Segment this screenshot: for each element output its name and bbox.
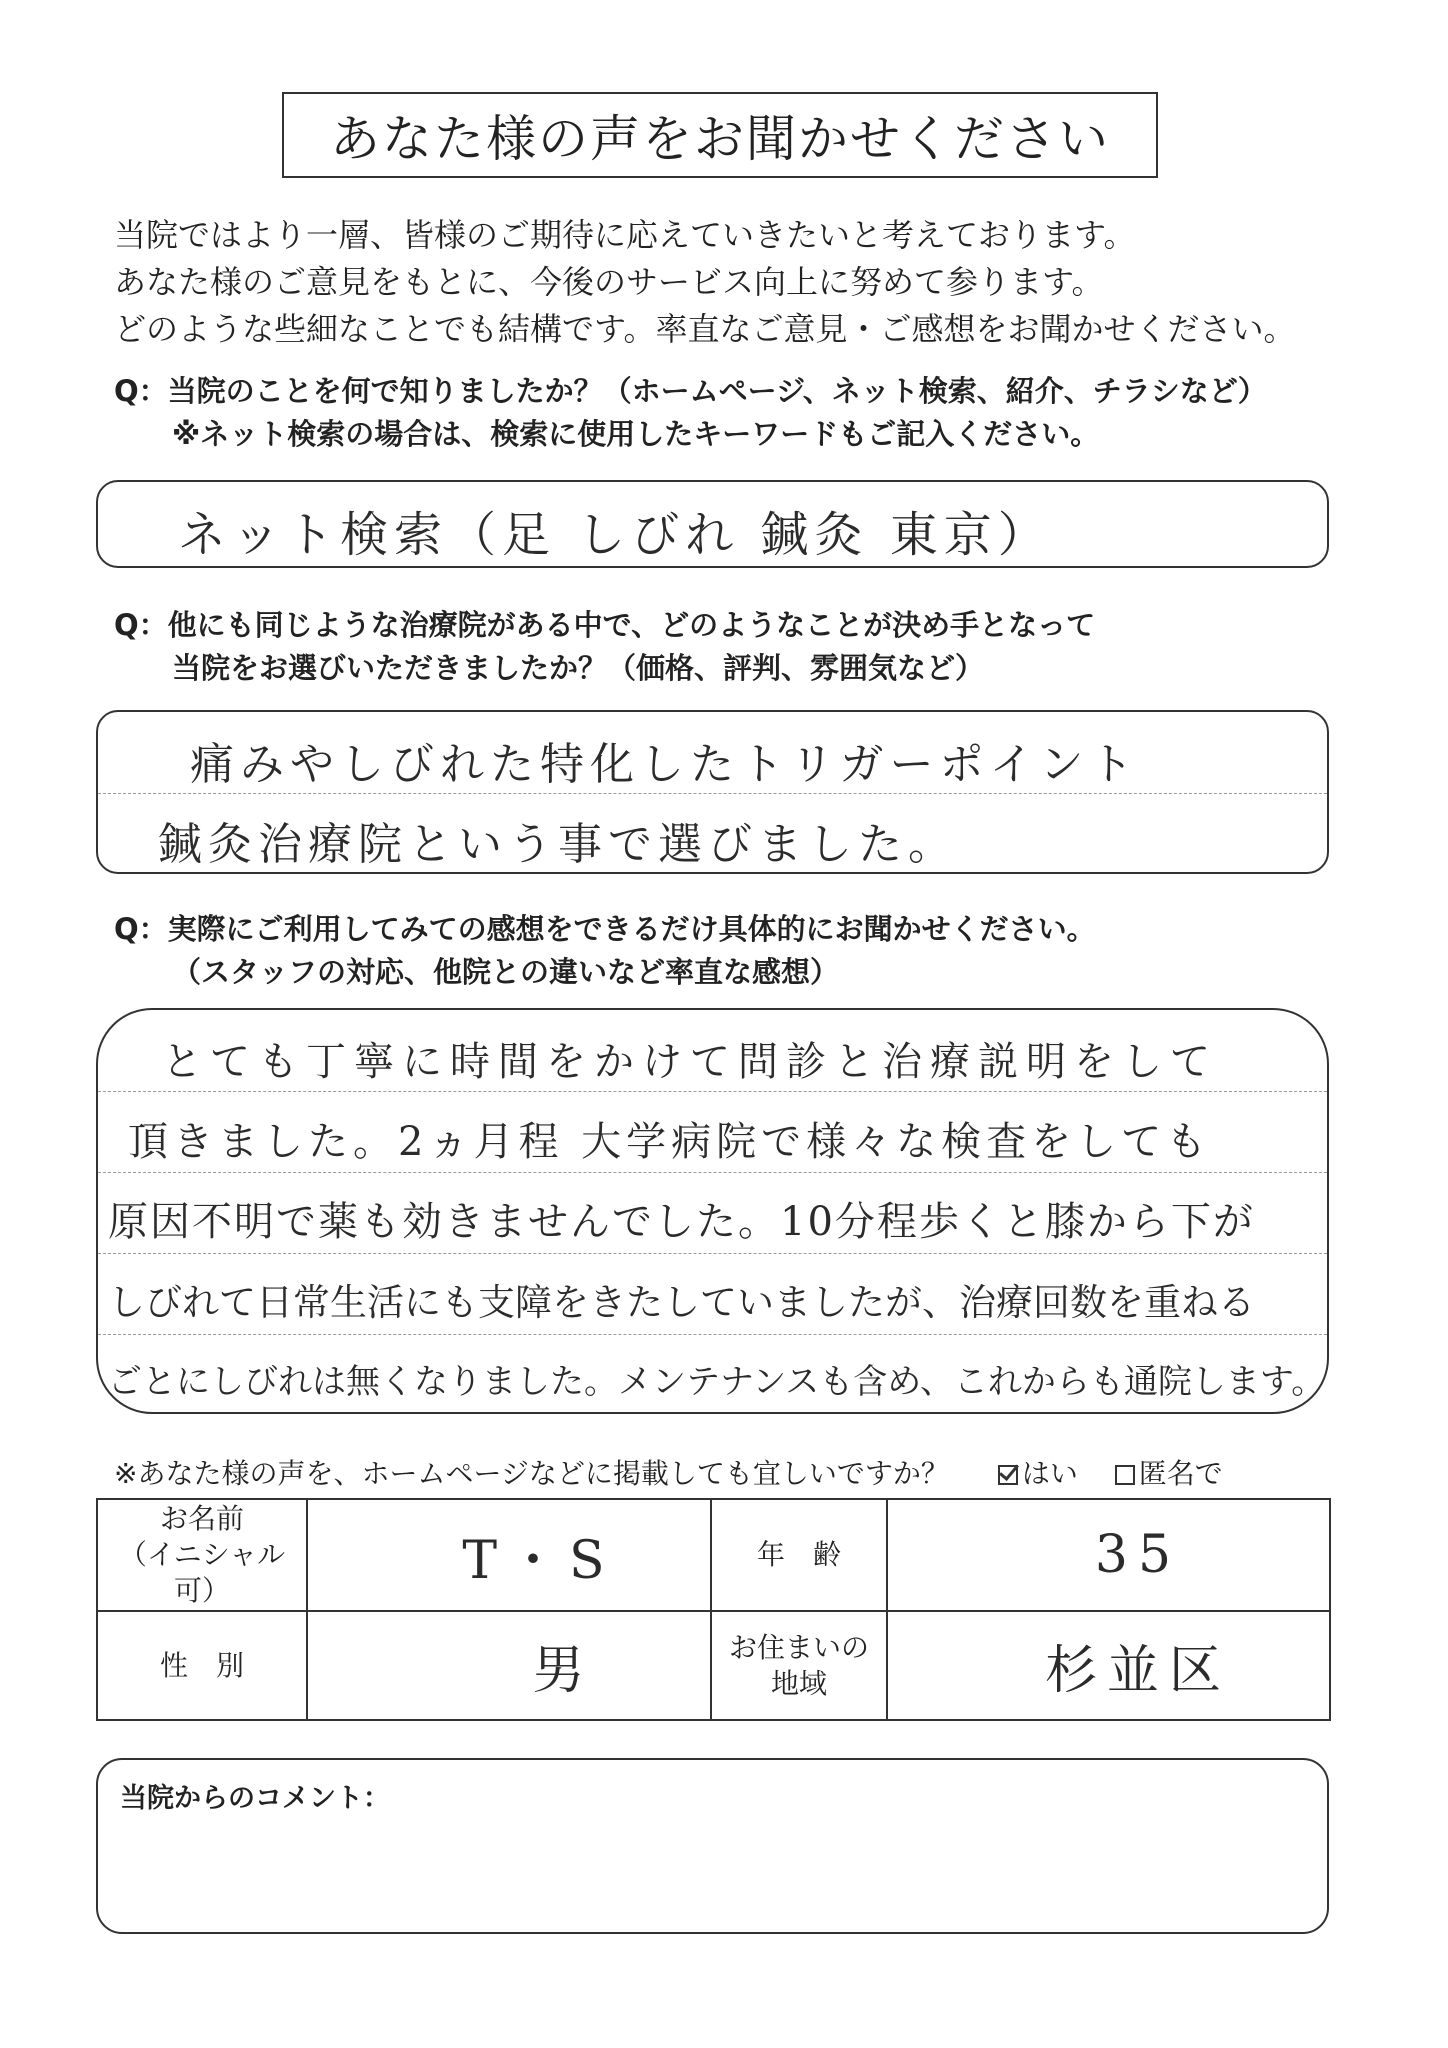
consent-anon-checkbox[interactable] bbox=[1115, 1465, 1135, 1485]
question-1 bbox=[114, 370, 1267, 456]
answer-3-line: ごとにしびれは無くなりました。メンテナンスも含め、これからも通院します。 bbox=[108, 1362, 1326, 1402]
name-label: お名前 （イニシャル可） bbox=[97, 1499, 307, 1611]
age-value[interactable]: 35 bbox=[887, 1499, 1330, 1611]
answer-3-line: とても丁寧に時間をかけて問診と治療説明をして bbox=[162, 1039, 1218, 1085]
comment-box[interactable] bbox=[96, 1758, 1329, 1934]
gender-value[interactable]: 男 bbox=[307, 1611, 711, 1720]
question-3-line-2: （スタッフの対応、他院との違いなど率直な感想） bbox=[172, 955, 840, 989]
intro-text bbox=[114, 212, 1374, 353]
question-3-line-1: Q：実際にご利用してみての感想をできるだけ具体的にお聞かせください。 bbox=[114, 912, 1096, 946]
age-label: 年 齢 bbox=[711, 1499, 887, 1611]
consent-yes-option[interactable] bbox=[998, 1457, 1087, 1490]
consent-yes-checkbox[interactable] bbox=[998, 1465, 1018, 1485]
answer-2-line: 痛みやしびれた特化したトリガーポイント bbox=[190, 739, 1140, 790]
area-value[interactable]: 杉並区 bbox=[887, 1611, 1330, 1720]
answer-2-box[interactable] bbox=[96, 710, 1329, 874]
area-label: お住まいの 地域 bbox=[711, 1611, 887, 1720]
intro-line: あなた様のご意見をもとに、今後のサービス向上に努めて参ります。 bbox=[114, 263, 1104, 301]
answer-1-box[interactable] bbox=[96, 480, 1329, 568]
gender-label: 性 別 bbox=[97, 1611, 307, 1720]
comment-label: 当院からのコメント： bbox=[120, 1783, 390, 1814]
answer-3-line: しびれて日常生活にも支障をきたしていましたが、治療回数を重ねる bbox=[108, 1281, 1255, 1324]
info-table bbox=[96, 1498, 1331, 1721]
question-3 bbox=[114, 908, 1096, 994]
answer-1-text: ネット検索（足 しびれ 鍼灸 東京） bbox=[178, 507, 1052, 563]
consent-anon-label: 匿名で bbox=[1138, 1457, 1223, 1490]
consent-anon-option[interactable] bbox=[1115, 1457, 1223, 1490]
question-1-line-1: Q：当院のことを何で知りましたか？（ホームページ、ネット検索、紹介、チラシなど） bbox=[114, 374, 1267, 408]
answer-3-line: 原因不明で薬も効きませんでした。10分程歩くと膝から下が bbox=[108, 1199, 1255, 1245]
name-value[interactable]: T・S bbox=[307, 1499, 711, 1611]
page-title: あなた様の声をお聞かせください bbox=[282, 92, 1158, 178]
publish-consent bbox=[114, 1452, 1223, 1492]
answer-2-line: 鍼灸治療院という事で選びました。 bbox=[158, 819, 958, 870]
intro-line: 当院ではより一層、皆様のご期待に応えていきたいと考えております。 bbox=[114, 216, 1136, 254]
consent-question: ※あなた様の声を、ホームページなどに掲載しても宜しいですか？ bbox=[114, 1457, 949, 1490]
answer-3-line: 頂きました。2ヵ月程 大学病院で様々な検査をしても bbox=[128, 1119, 1212, 1165]
intro-line: どのような些細なことでも結構です。率直なご意見・ご感想をお聞かせください。 bbox=[114, 310, 1296, 348]
question-2-line-2: 当院をお選びいただきましたか？（価格、評判、雰囲気など） bbox=[172, 651, 985, 685]
question-2 bbox=[114, 604, 1095, 690]
answer-3-box[interactable] bbox=[96, 1008, 1329, 1414]
question-1-line-2: ※ネット検索の場合は、検索に使用したキーワードもご記入ください。 bbox=[172, 417, 1100, 451]
consent-yes-label: はい bbox=[1021, 1457, 1078, 1490]
question-2-line-1: Q：他にも同じような治療院がある中で、どのようなことが決め手となって bbox=[114, 608, 1096, 642]
